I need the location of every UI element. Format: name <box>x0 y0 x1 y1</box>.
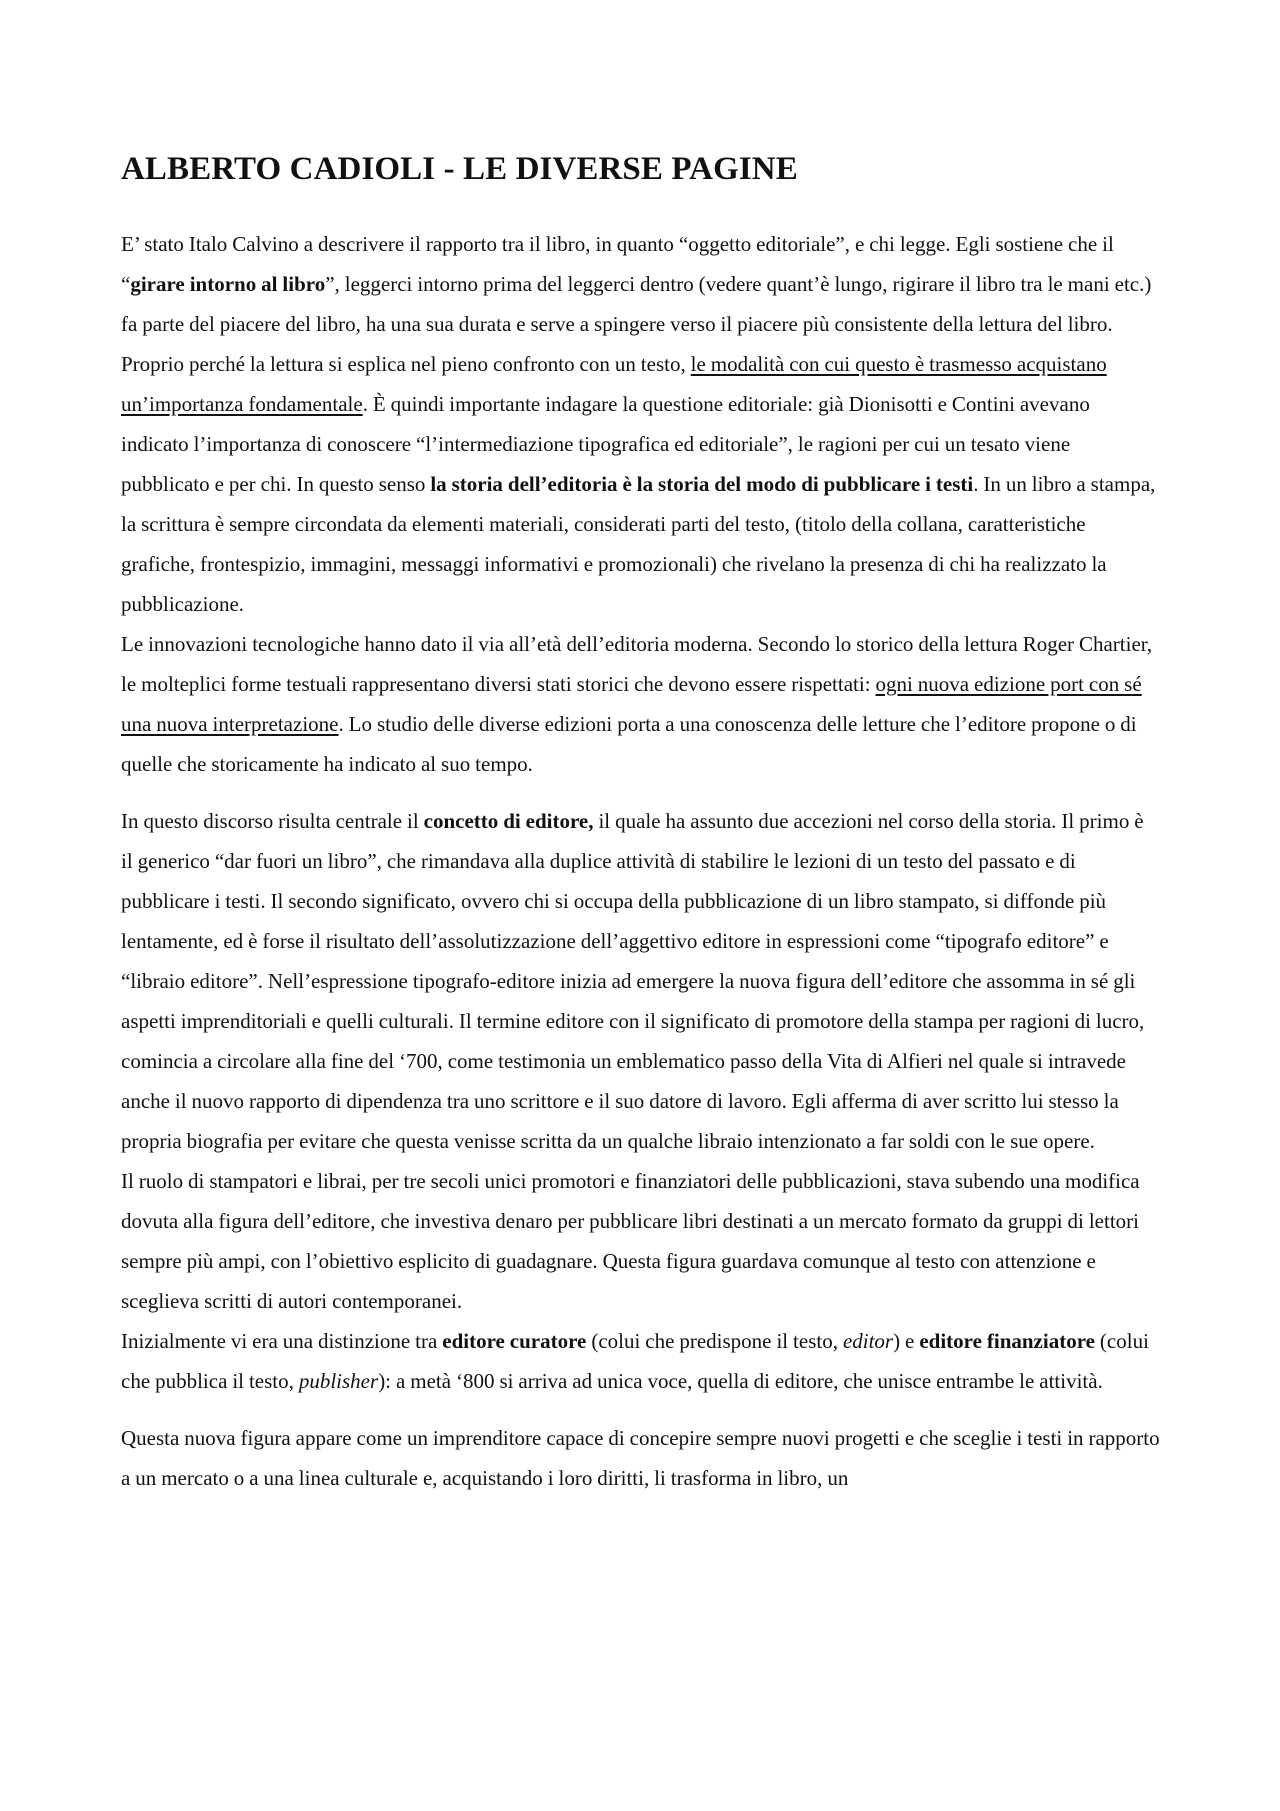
bold-phrase: concetto di editore, <box>423 808 594 833</box>
bold-phrase: editore curatore <box>442 1328 587 1353</box>
text-run: ) e <box>893 1328 920 1353</box>
italic-term: editor <box>842 1328 894 1353</box>
text-run: ): a metà ‘800 si arriva ad unica voce, quella di editore, che unisce entrambe le attività. <box>378 1368 1103 1393</box>
bold-phrase: girare intorno al libro <box>130 271 326 296</box>
paragraph-spacer <box>121 784 1160 801</box>
bold-phrase: la storia dell’editoria è la storia del modo di pubblicare i testi <box>430 471 974 496</box>
text-run: . Lo studio delle diverse edizioni porta a una conoscenza delle letture che l’editore propone o di quelle che storicamente ha indicato al suo tempo. <box>121 711 1137 776</box>
text-run: ”, leggerci intorno prima del leggerci dentro (vedere quant’è lungo, rigirare il libro tra le mani etc.) fa parte del piacere del libro, ha una sua durata e serve a spingere verso il piacere più consistente della lettura del libro. Proprio perché la lettura si esplica nel pieno confronto con un testo, <box>121 271 1152 376</box>
page-title: ALBERTO CADIOLI - LE DIVERSE PAGINE <box>121 151 798 187</box>
text-run: In questo discorso risulta centrale il <box>121 808 424 833</box>
paragraph-chartier <box>121 624 1160 784</box>
italic-term: publisher <box>298 1368 379 1393</box>
paragraph-calvino <box>121 224 1160 624</box>
paragraph-nuova-figura: Questa nuova figura appare come un imprenditore capace di concepire sempre nuovi progetti e che sceglie i testi in rapporto a un mercato o a una linea culturale e, acquistando i loro diritti, li trasforma in libro, un <box>121 1425 1160 1490</box>
underlined-phrase: le modalità con cui questo è trasmesso acquistano un’importanza fondamentale <box>121 351 1107 416</box>
text-run: . È quindi importante indagare la questione editoriale: già Dionisotti e Contini avevano indicato l’importanza di conoscere “l’intermediazione tipografica ed editoriale”, le ragioni per cui un tesato viene pubblicato e per chi. In questo senso <box>121 391 1090 496</box>
text-run: (colui che predispone il testo, <box>586 1328 843 1353</box>
paragraph-distinzione <box>121 1321 1160 1401</box>
underlined-phrase: ogni nuova edizione port con sé una nuova interpretazione <box>121 671 1142 736</box>
paragraph-concetto-editore <box>121 801 1160 1161</box>
text-run: Inizialmente vi era una distinzione tra <box>121 1328 443 1353</box>
text-run: (colui che pubblica il testo, <box>121 1328 1149 1393</box>
text-run: . In un libro a stampa, la scrittura è sempre circondata da elementi materiali, considerati parti del testo, (titolo della collana, caratteristiche grafiche, frontespizio, immagini, messaggi informativi e promozionali) che rivelano la presenza di chi ha realizzato la pubblicazione. <box>121 471 1156 616</box>
text-run: il quale ha assunto due accezioni nel corso della storia. Il primo è il generico “dar fuori un libro”, che rimandava alla duplice attività di stabilire le lezioni di un testo del passato e di pubblicare i testi. Il secondo significato, ovvero chi si occupa della pubblicazione di un libro stampato, si diffonde più lentamente, ed è forse il risultato dell’assolutizzazione dell’aggettivo editore in espressioni come “tipografo editore” e “libraio editore”. Nell’espressione tipografo-editore inizia ad emergere la nuova figura dell’editore che assomma in sé gli aspetti imprenditoriali e quelli culturali. Il termine editore con il significato di promotore della stampa per ragioni di lucro, comincia a circolare alla fine del ‘700, come testimonia un emblematico passo della Vita di Alfieri nel quale si intravede anche il nuovo rapporto di dipendenza tra uno scrittore e il suo datore di lavoro. Egli afferma di aver scritto lui stesso la propria biografia per evitare che questa venisse scritta da un qualche libraio intenzionato a far soldi con le sue opere. <box>121 808 1145 1153</box>
bold-phrase: editore finanziatore <box>919 1328 1095 1353</box>
text-run: E’ stato Italo Calvino a descrivere il rapporto tra il libro, in quanto “oggetto editoriale”, e chi legge. Egli sostiene che il “ <box>121 231 1114 296</box>
paragraph-spacer <box>121 1401 1160 1418</box>
text-run: Le innovazioni tecnologiche hanno dato il via all’età dell’editoria moderna. Secondo lo storico della lettura Roger Chartier, le molteplici forme testuali rappresentano diversi stati storici che devono essere rispettati: <box>121 631 1153 696</box>
paragraph-stampatori-librai: Il ruolo di stampatori e librai, per tre secoli unici promotori e finanziatori delle pubblicazioni, stava subendo una modifica dovuta alla figura dell’editore, che investiva denaro per pubblicare libri destinati a un mercato formato da gruppi di lettori sempre più ampi, con l’obiettivo esplicito di guadagnare. Questa figura guardava comunque al testo con attenzione e sceglieva scritti di autori contemporanei. <box>121 1168 1140 1313</box>
